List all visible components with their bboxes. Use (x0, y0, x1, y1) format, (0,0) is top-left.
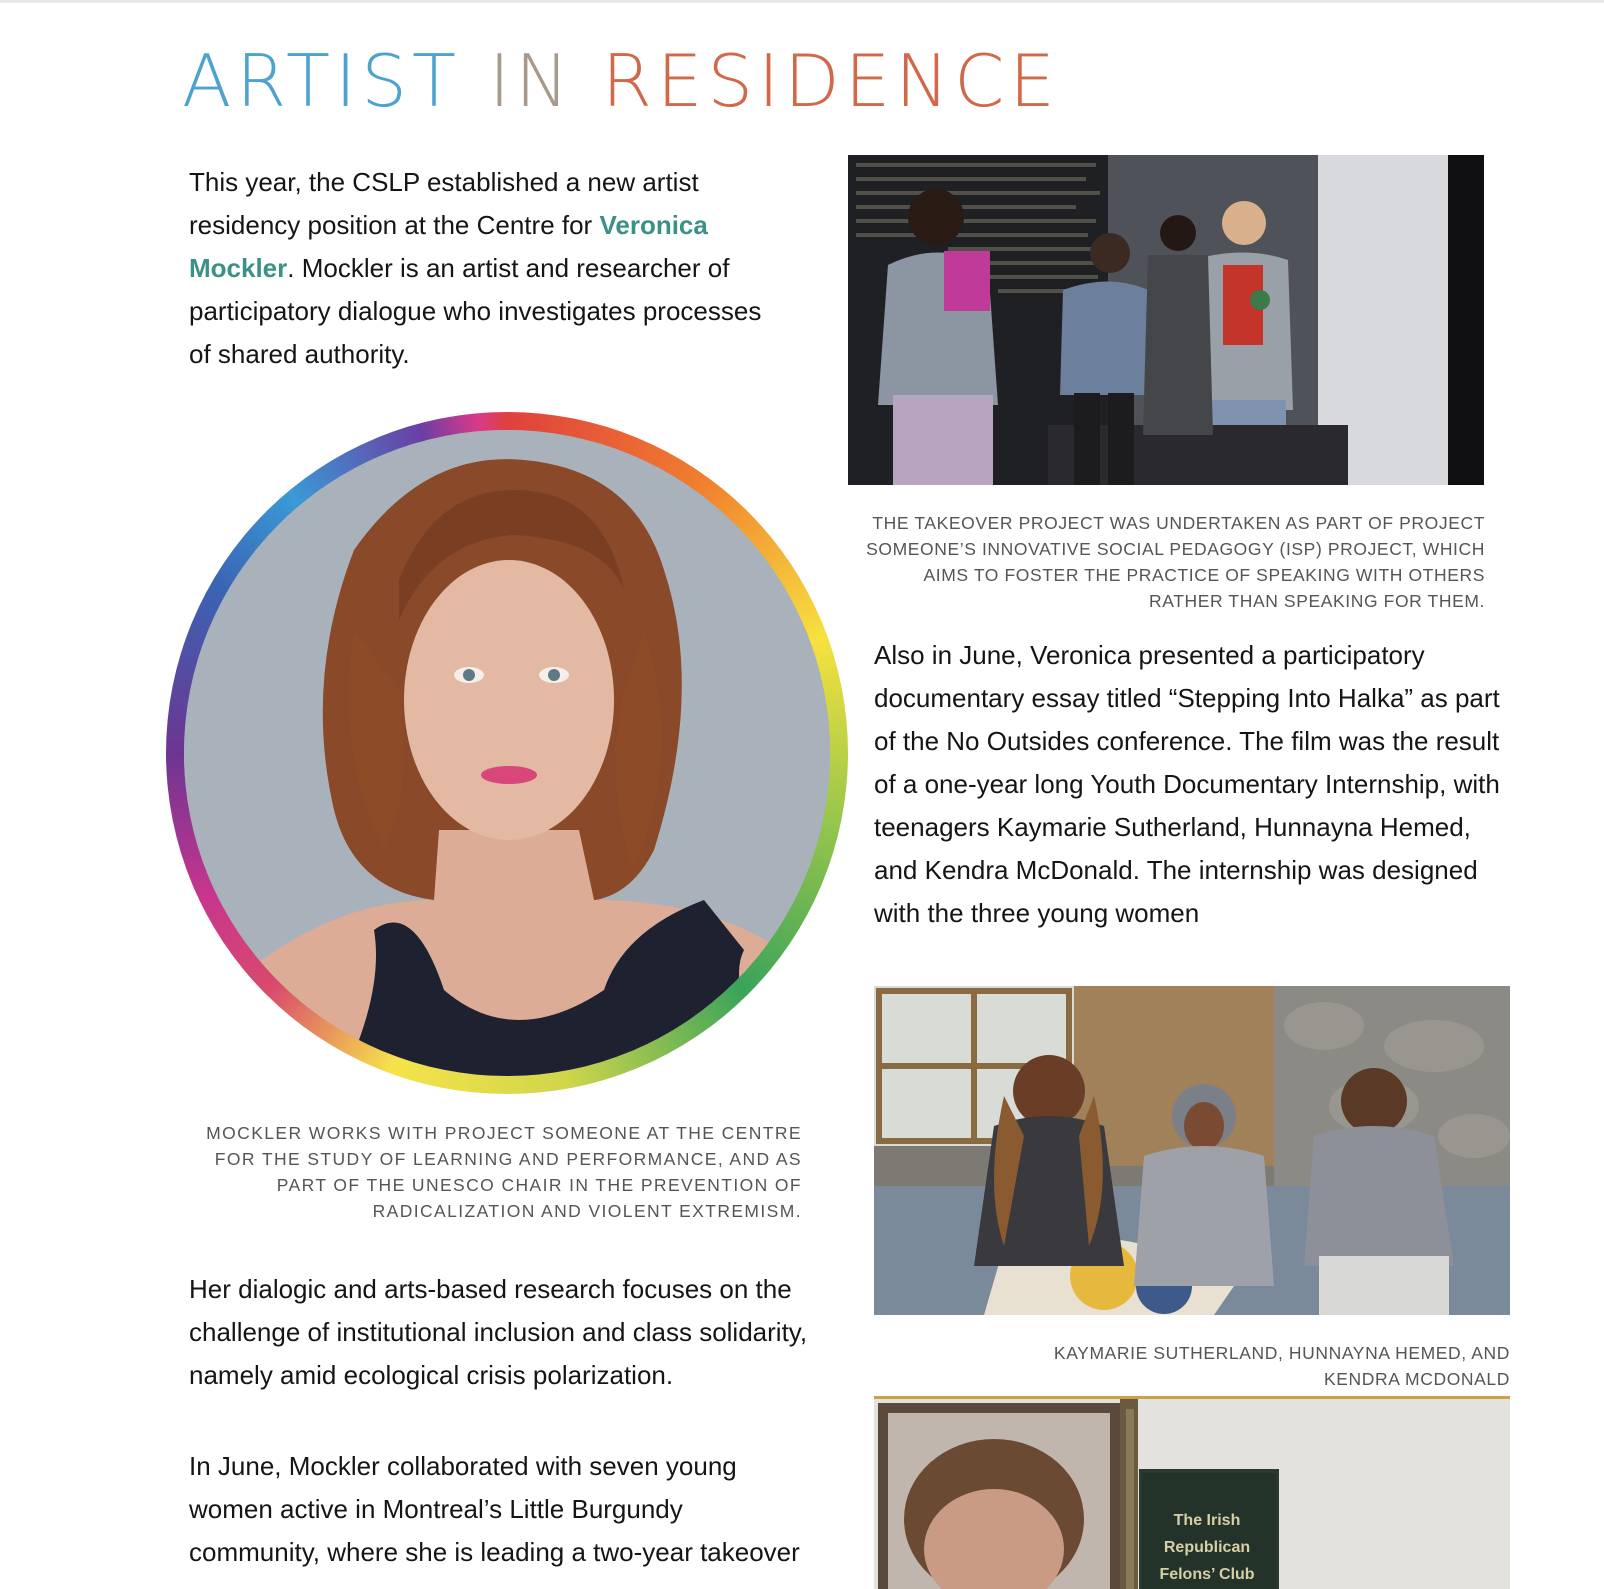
takeover-photo-caption: THE TAKEOVER PROJECT WAS UNDERTAKEN AS PART OF PROJECT SOMEONE’S INNOVATIVE SOCIAL PEDAGOGY (ISP) PROJECT, WHICH AIMS TO FOSTER THE PRACTICE OF SPEAKING WITH OTHERS RATHER THAN SPEAKING FOR THEM. (866, 513, 1485, 611)
artist-name-highlight: Veronica Mockler (189, 210, 708, 283)
intro-paragraph: This year, the CSLP established a new artist residency position at the Centre for Veronica Mockler. Mockler is an artist and researcher of participatory dialogue who investigates processes of shared authority. (189, 167, 762, 369)
portrait-caption: MOCKLER WORKS WITH PROJECT SOMEONE AT THE CENTRE FOR THE STUDY OF LEARNING AND PERFORMANCE, AND AS PART OF THE UNESCO CHAIR IN THE PREVENTION OF RADICALIZATION AND VIOLENT EXTREMISM. (206, 1123, 802, 1221)
book-title: The Irish Republican Felons’ Club (1159, 1512, 1255, 1583)
right-paragraph: Also in June, Veronica presented a participatory documentary essay titled “Stepping Into Halka” as part of the No Outsides conference. The film was the result of a one-year long Youth Documentary Internship, with teenagers Kaymarie Sutherland, Hunnayna Hemed, and Kendra McDonald. The internship was designed with the three young women (874, 640, 1500, 928)
takeover-project-photo (848, 155, 1484, 485)
portrait-ring (166, 412, 848, 1094)
research-paragraph: Her dialogic and arts-based research focuses on the challenge of institutional inclusion and class solidarity, namely amid ecological crisis polarization. (189, 1274, 808, 1390)
top-rule (0, 0, 1604, 3)
veronica-mockler-portrait (184, 430, 830, 1076)
interns-photo (874, 986, 1510, 1315)
june-paragraph: In June, Mockler collaborated with seven young women active in Montreal’s Little Burgundy community, where she is leading a two-year takeover (189, 1451, 800, 1567)
interns-photo-caption: KAYMARIE SUTHERLAND, HUNNAYNA HEMED, AND KENDRA MCDONALD (1053, 1343, 1510, 1389)
title-word-artist: ARTIST (182, 39, 461, 123)
title-word-residence: RESIDENCE (601, 39, 1060, 123)
film-still-photo (874, 1396, 1510, 1589)
title-word-in: IN (488, 39, 574, 123)
page-title (182, 36, 1060, 126)
